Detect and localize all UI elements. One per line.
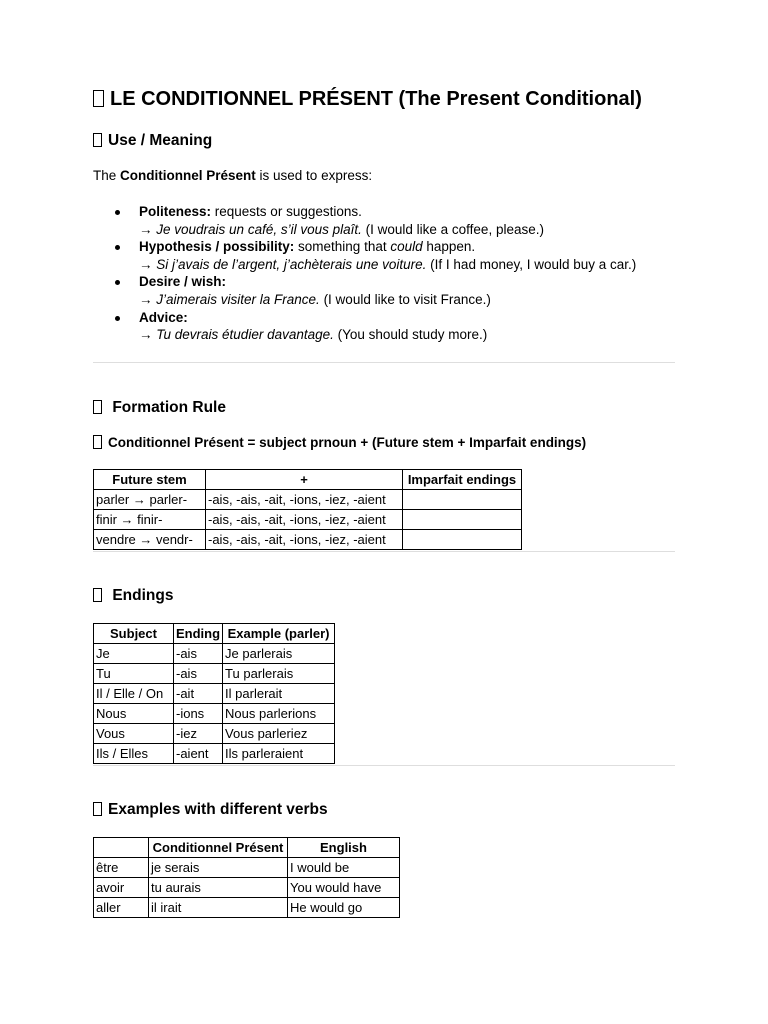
table-cell: Je parlerais	[223, 644, 335, 664]
arrow-icon: →	[139, 256, 157, 272]
page-title	[93, 88, 642, 111]
table-cell: Tu	[94, 664, 174, 684]
item-label: Hypothesis / possibility:	[139, 239, 295, 255]
table-cell: -ais	[174, 644, 223, 664]
column-header: Subject	[94, 624, 174, 644]
table-row	[94, 744, 335, 764]
formation-heading-text: Formation Rule	[112, 399, 226, 416]
formation-table	[93, 469, 522, 550]
table-row	[94, 664, 335, 684]
table-cell: I would be	[288, 858, 400, 878]
table-cell: avoir	[94, 878, 149, 898]
page-title-text: LE CONDITIONNEL PRÉSENT (The Present Conditional)	[110, 88, 642, 110]
item-text: happen.	[422, 239, 476, 255]
column-header: Ending	[174, 624, 223, 644]
endings-heading	[93, 587, 173, 605]
column-header: +	[206, 470, 403, 490]
missing-glyph-icon	[93, 400, 102, 414]
item-label: Advice:	[139, 309, 188, 325]
table-cell: parler → parler-	[94, 490, 206, 510]
missing-glyph-icon	[93, 90, 104, 107]
table-row	[94, 684, 335, 704]
section-divider	[93, 765, 675, 766]
table-cell: Tu parlerais	[223, 664, 335, 684]
table-cell: aller	[94, 898, 149, 918]
table-cell	[403, 510, 522, 530]
table-row	[94, 878, 400, 898]
column-header: English	[288, 838, 400, 858]
table-cell: -ais, -ais, -ait, -ions, -iez, -aient	[206, 530, 403, 550]
table-row	[94, 858, 400, 878]
example-french: J’aimerais visiter la France.	[156, 291, 320, 307]
table-cell: Nous	[94, 704, 174, 724]
table-cell	[403, 490, 522, 510]
list-item-hypothesis	[93, 238, 678, 273]
section-divider	[93, 551, 675, 552]
item-label: Desire / wish:	[139, 274, 227, 290]
example-english: (You should study more.)	[333, 327, 488, 343]
missing-glyph-icon	[93, 588, 102, 602]
example-english: (I would like to visit France.)	[319, 291, 491, 307]
intro-prefix: The	[93, 168, 121, 183]
table-cell: Il parlerait	[223, 684, 335, 704]
missing-glyph-icon	[93, 133, 102, 147]
column-header: Conditionnel Présent	[149, 838, 288, 858]
list-item-advice	[93, 309, 678, 344]
table-cell: Vous parleriez	[223, 724, 335, 744]
example-french: Je voudrais un café, s’il vous plaît.	[156, 221, 362, 237]
examples-heading	[93, 801, 328, 819]
table-cell: je serais	[149, 858, 288, 878]
example-english: (I would like a coffee, please.)	[361, 221, 544, 237]
arrow-icon: →	[139, 327, 157, 343]
endings-heading-text: Endings	[112, 587, 174, 604]
formation-heading	[93, 399, 226, 417]
table-cell: You would have	[288, 878, 400, 898]
arrow-icon: →	[139, 291, 157, 307]
section-divider	[93, 362, 675, 363]
table-cell: Vous	[94, 724, 174, 744]
table-header-row	[94, 838, 400, 858]
table-cell: -ais, -ais, -ait, -ions, -iez, -aient	[206, 490, 403, 510]
table-cell: Ils parleraient	[223, 744, 335, 764]
list-item-politeness	[93, 203, 678, 238]
use-meaning-heading-text: Use / Meaning	[108, 132, 213, 149]
table-cell: finir → finir-	[94, 510, 206, 530]
table-cell: il irait	[149, 898, 288, 918]
table-cell: tu aurais	[149, 878, 288, 898]
table-header-row	[94, 470, 522, 490]
column-header: Future stem	[94, 470, 206, 490]
missing-glyph-icon	[93, 802, 102, 816]
item-text-italic: could	[390, 239, 423, 255]
table-cell: -ais, -ais, -ait, -ions, -iez, -aient	[206, 510, 403, 530]
table-cell: -aient	[174, 744, 223, 764]
table-row	[94, 724, 335, 744]
table-row	[94, 898, 400, 918]
use-intro	[93, 168, 372, 183]
table-cell: Ils / Elles	[94, 744, 174, 764]
table-row	[94, 644, 335, 664]
endings-table	[93, 623, 335, 764]
table-cell: être	[94, 858, 149, 878]
table-header-row	[94, 624, 335, 644]
table-cell: -ais	[174, 664, 223, 684]
formation-rule-text: Conditionnel Présent = subject prnoun + (Future stem + Imparfait endings)	[108, 435, 587, 450]
table-cell: He would go	[288, 898, 400, 918]
example-french: Tu devrais étudier davantage.	[156, 327, 334, 343]
column-header	[94, 838, 149, 858]
column-header: Imparfait endings	[403, 470, 522, 490]
table-cell: -iez	[174, 724, 223, 744]
intro-bold-term: Conditionnel Présent	[120, 168, 256, 183]
table-cell: -ait	[174, 684, 223, 704]
item-text: something that	[294, 239, 391, 255]
use-meaning-heading	[93, 132, 212, 150]
arrow-icon: →	[139, 221, 157, 237]
examples-heading-text: Examples with different verbs	[108, 801, 328, 818]
use-list	[93, 203, 678, 344]
table-cell: Je	[94, 644, 174, 664]
item-label: Politeness:	[139, 204, 212, 219]
formation-rule	[93, 435, 586, 450]
example-english: (If I had money, I would buy a car.)	[426, 256, 637, 272]
intro-suffix: is used to express:	[255, 168, 373, 183]
table-cell	[403, 530, 522, 550]
table-row	[94, 510, 522, 530]
item-text: requests or suggestions.	[211, 204, 362, 219]
table-row	[94, 704, 335, 724]
column-header: Example (parler)	[223, 624, 335, 644]
table-row	[94, 490, 522, 510]
table-cell: -ions	[174, 704, 223, 724]
table-cell: Nous parlerions	[223, 704, 335, 724]
list-item-desire	[93, 273, 678, 308]
table-cell: vendre → vendr-	[94, 530, 206, 550]
examples-table	[93, 837, 400, 918]
missing-glyph-icon	[93, 435, 102, 449]
example-french: Si j’avais de l’argent, j’achèterais une voiture.	[156, 256, 427, 272]
table-row	[94, 530, 522, 550]
table-cell: Il / Elle / On	[94, 684, 174, 704]
